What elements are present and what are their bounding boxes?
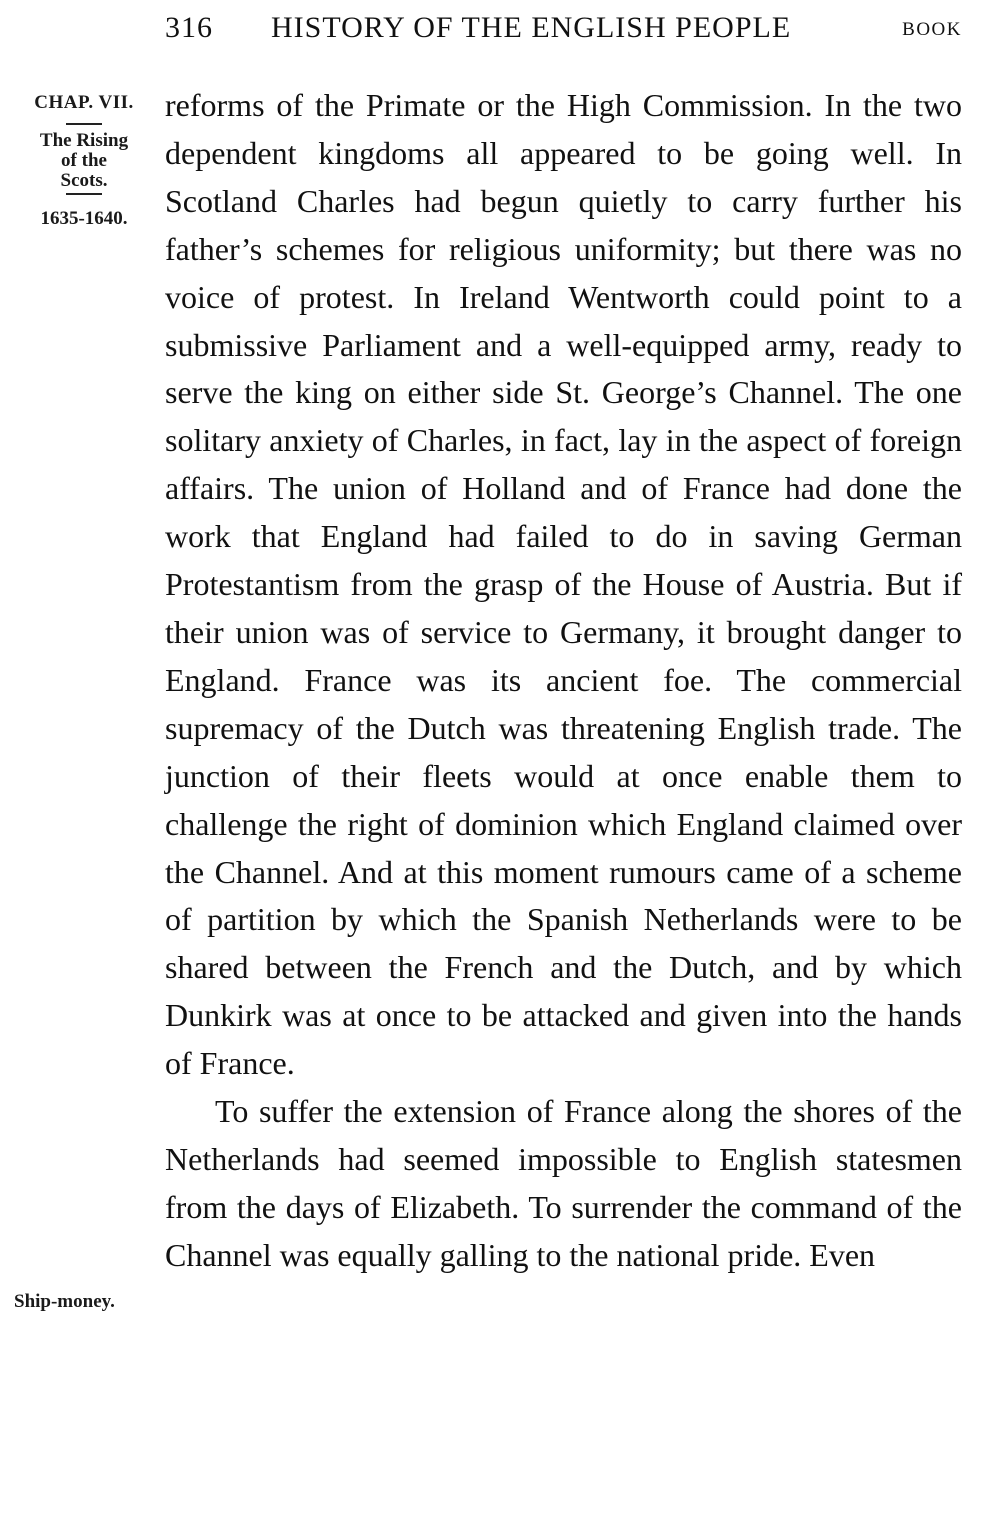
running-title: HISTORY OF THE ENGLISH PEOPLE xyxy=(271,11,792,44)
paragraph: To suffer the extension of France along the shores of the Netherlands had seemed impossible to English statesmen from the days of Elizabeth. To surrender the command of the Channel was equally galling to the national pride. Even xyxy=(165,1093,962,1273)
margin-ship-money: Ship-money. xyxy=(14,1291,115,1312)
margin-notes xyxy=(14,85,154,237)
margin-dates: 1635-1640. xyxy=(40,208,128,229)
paragraph: reforms of the Primate or the High Commission. In the two dependent kingdoms all appeared to be going well. In Scotland Charles had begun quietly to carry further his father’s schemes for religious uniformity; but there was no voice of protest. In Ireland Wentworth could point to a submissive Parliament and a well-equipped army, ready to serve the king on either side St. George’s Channel. The one solitary anxiety of Charles, in fact, lay in the aspect of foreign affairs. The union of Holland and of France had done the work that England had failed to do in saving German Protestantism from the grasp of the House of Austria. But if their union was of service to Germany, it brought danger to England. France was its ancient foe. The commercial supremacy of the Dutch was threatening English trade. The junction of their fleets would at once enable them to challenge the right of dominion which England claimed over the Channel. And at this moment rumours came of a scheme of partition by which the Spanish Netherlands were to be shared between the French and the Dutch, and by which Dunkirk was at once to be attacked and given into the hands of France. xyxy=(165,87,962,1082)
margin-topic-line: of the xyxy=(61,150,107,171)
margin-topic-line: The Rising xyxy=(39,130,129,151)
body-text xyxy=(165,82,962,1280)
margin-rule xyxy=(66,123,102,125)
page-number: 316 xyxy=(165,11,213,44)
margin-chapter: CHAP. VII. xyxy=(34,92,134,113)
book-label: BOOK xyxy=(902,19,962,40)
page-header xyxy=(165,8,962,48)
margin-rule xyxy=(66,193,102,195)
margin-topic-line: Scots. xyxy=(60,170,108,191)
margin-topic xyxy=(14,131,154,191)
